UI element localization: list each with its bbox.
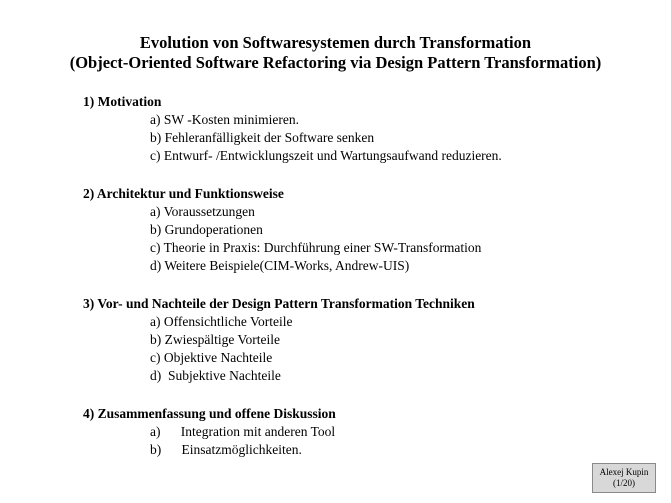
title-line-subtitle: (Object-Oriented Software Refactoring via Design Pattern Transformation) [69, 53, 602, 72]
outline-item: b) Zwiespältige Vorteile [150, 332, 280, 347]
title-line-main: Evolution von Softwaresystemen durch Transformation [139, 33, 532, 52]
outline-item: a) Voraussetzungen [150, 204, 255, 219]
section-heading: 2) Architektur und Funktionsweise [83, 186, 284, 201]
outline-item: c) Entwurf- /Entwicklungszeit und Wartungsaufwand reduzieren. [150, 148, 502, 163]
page-number: (1/20) [613, 478, 635, 488]
section-heading: 3) Vor- und Nachteile der Design Pattern Transformation Techniken [83, 296, 475, 311]
section-architecture [83, 185, 663, 275]
section-pros-cons [83, 295, 663, 385]
author-page-badge [592, 463, 656, 493]
outline-item: d) Weitere Beispiele(CIM-Works, Andrew-UIS) [150, 258, 410, 273]
outline-item: a) SW -Kosten minimieren. [150, 112, 299, 127]
section-heading: 4) Zusammenfassung und offene Diskussion [83, 406, 336, 421]
outline-item: c) Objektive Nachteile [150, 350, 273, 365]
author-name: Alexej Kupin [599, 467, 649, 477]
outline-item: b) Grundoperationen [150, 222, 263, 237]
outline-item: a) Integration mit anderen Tool [150, 424, 336, 439]
section-heading: 1) Motivation [83, 94, 162, 109]
slide-title [0, 33, 671, 73]
outline-item: b) Fehleranfälligkeit der Software senken [150, 130, 375, 145]
outline-item: a) Offensichtliche Vorteile [150, 314, 293, 329]
section-motivation [83, 93, 663, 165]
outline-item: d) Subjektive Nachteile [150, 368, 281, 383]
outline-item: b) Einsatzmöglichkeiten. [150, 442, 302, 457]
outline-item: c) Theorie in Praxis: Durchführung einer SW-Transformation [150, 240, 482, 255]
section-summary [83, 405, 663, 459]
outline [83, 93, 663, 479]
